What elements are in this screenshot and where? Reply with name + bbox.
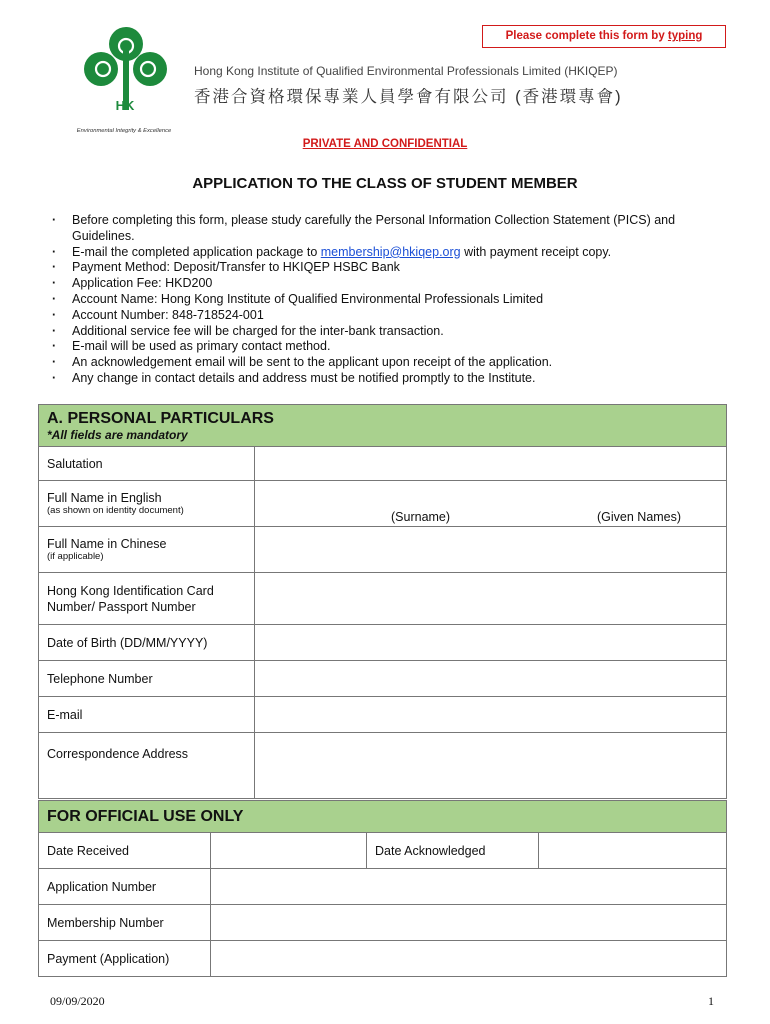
personal-particulars-table	[38, 404, 727, 799]
salutation-label: Salutation	[39, 447, 255, 481]
list-item: · Additional service fee will be charged for the inter-bank transaction.	[52, 324, 712, 340]
date-received-field[interactable]	[211, 833, 367, 869]
list-item: · E-mail will be used as primary contact method.	[52, 339, 712, 355]
list-item: · Account Name: Hong Kong Institute of Qualified Environmental Professionals Limited	[52, 292, 712, 308]
logo-tagline: Environmental Integrity & Excellence	[76, 128, 172, 134]
surname-label: (Surname)	[391, 510, 451, 524]
membership-email-link[interactable]: membership@hkiqep.org	[320, 244, 461, 259]
email-label: E-mail	[39, 697, 255, 733]
hkiqep-logo	[68, 22, 188, 137]
instructions-list	[52, 213, 712, 387]
dob-field[interactable]	[255, 625, 727, 661]
list-item: · Account Number: 848-718524-001	[52, 308, 712, 324]
address-label: Correspondence Address	[39, 733, 255, 799]
org-name-chinese: 香港合資格環保專業人員學會有限公司 (香港環專會)	[194, 88, 623, 106]
payment-label: Payment (Application)	[39, 941, 211, 977]
page-number: 1	[708, 994, 714, 1008]
given-names-label: (Given Names)	[597, 510, 682, 524]
english-name-note: (as shown on identity document)	[47, 505, 184, 516]
english-name-field[interactable]	[255, 481, 727, 527]
footer-date: 09/09/2020	[50, 994, 105, 1008]
page-title: APPLICATION TO THE CLASS OF STUDENT MEMBER	[192, 175, 578, 192]
dob-label: Date of Birth (DD/MM/YYYY)	[39, 625, 255, 661]
notice-emphasis: typing	[667, 30, 703, 42]
chinese-name-label: Full Name in Chinese (if applicable)	[39, 527, 255, 573]
chinese-name-note: (if applicable)	[47, 551, 104, 562]
official-use-title: FOR OFFICIAL USE ONLY	[47, 807, 244, 825]
list-item: · An acknowledgement email will be sent to the applicant upon receipt of the application.	[52, 355, 712, 371]
payment-field[interactable]	[211, 941, 727, 977]
salutation-field[interactable]	[255, 447, 727, 481]
type-instruction-notice	[482, 25, 726, 48]
application-number-label: Application Number	[39, 869, 211, 905]
id-number-label: Hong Kong Identification Card Number/ Passport Number	[39, 573, 255, 625]
official-use-table	[38, 800, 727, 977]
private-confidential-label: PRIVATE AND CONFIDENTIAL	[302, 138, 468, 150]
application-number-field[interactable]	[211, 869, 727, 905]
date-received-label: Date Received	[39, 833, 211, 869]
english-name-label: Full Name in English (as shown on identity document)	[39, 481, 255, 527]
telephone-label: Telephone Number	[39, 661, 255, 697]
official-use-header	[39, 801, 727, 833]
notice-text: Please complete this form by	[505, 30, 668, 42]
section-a-header	[39, 405, 727, 447]
list-item: · Payment Method: Deposit/Transfer to HKIQEP HSBC Bank	[52, 260, 712, 276]
address-field[interactable]	[255, 733, 727, 799]
membership-number-field[interactable]	[211, 905, 727, 941]
email-field[interactable]	[255, 697, 727, 733]
org-name-english: Hong Kong Institute of Qualified Environmental Professionals Limited (HKIQEP)	[194, 64, 618, 78]
list-item: · E-mail the completed application package to membership@hkiqep.org with payment receipt copy.	[52, 245, 712, 261]
list-item: · Before completing this form, please study carefully the Personal Information Collection Statement (PICS) and Guidelines.	[52, 213, 712, 245]
section-a-title: A. PERSONAL PARTICULARS	[47, 409, 274, 427]
id-number-field[interactable]	[255, 573, 727, 625]
telephone-field[interactable]	[255, 661, 727, 697]
membership-number-label: Membership Number	[39, 905, 211, 941]
list-item: · Application Fee: HKD200	[52, 276, 712, 292]
list-item: · Any change in contact details and address must be notified promptly to the Institute.	[52, 371, 712, 387]
date-acknowledged-field[interactable]	[539, 833, 727, 869]
date-acknowledged-label: Date Acknowledged	[367, 833, 539, 869]
logo-label: HK	[115, 98, 135, 113]
section-a-subtitle: *All fields are mandatory	[47, 427, 188, 442]
chinese-name-field[interactable]	[255, 527, 727, 573]
